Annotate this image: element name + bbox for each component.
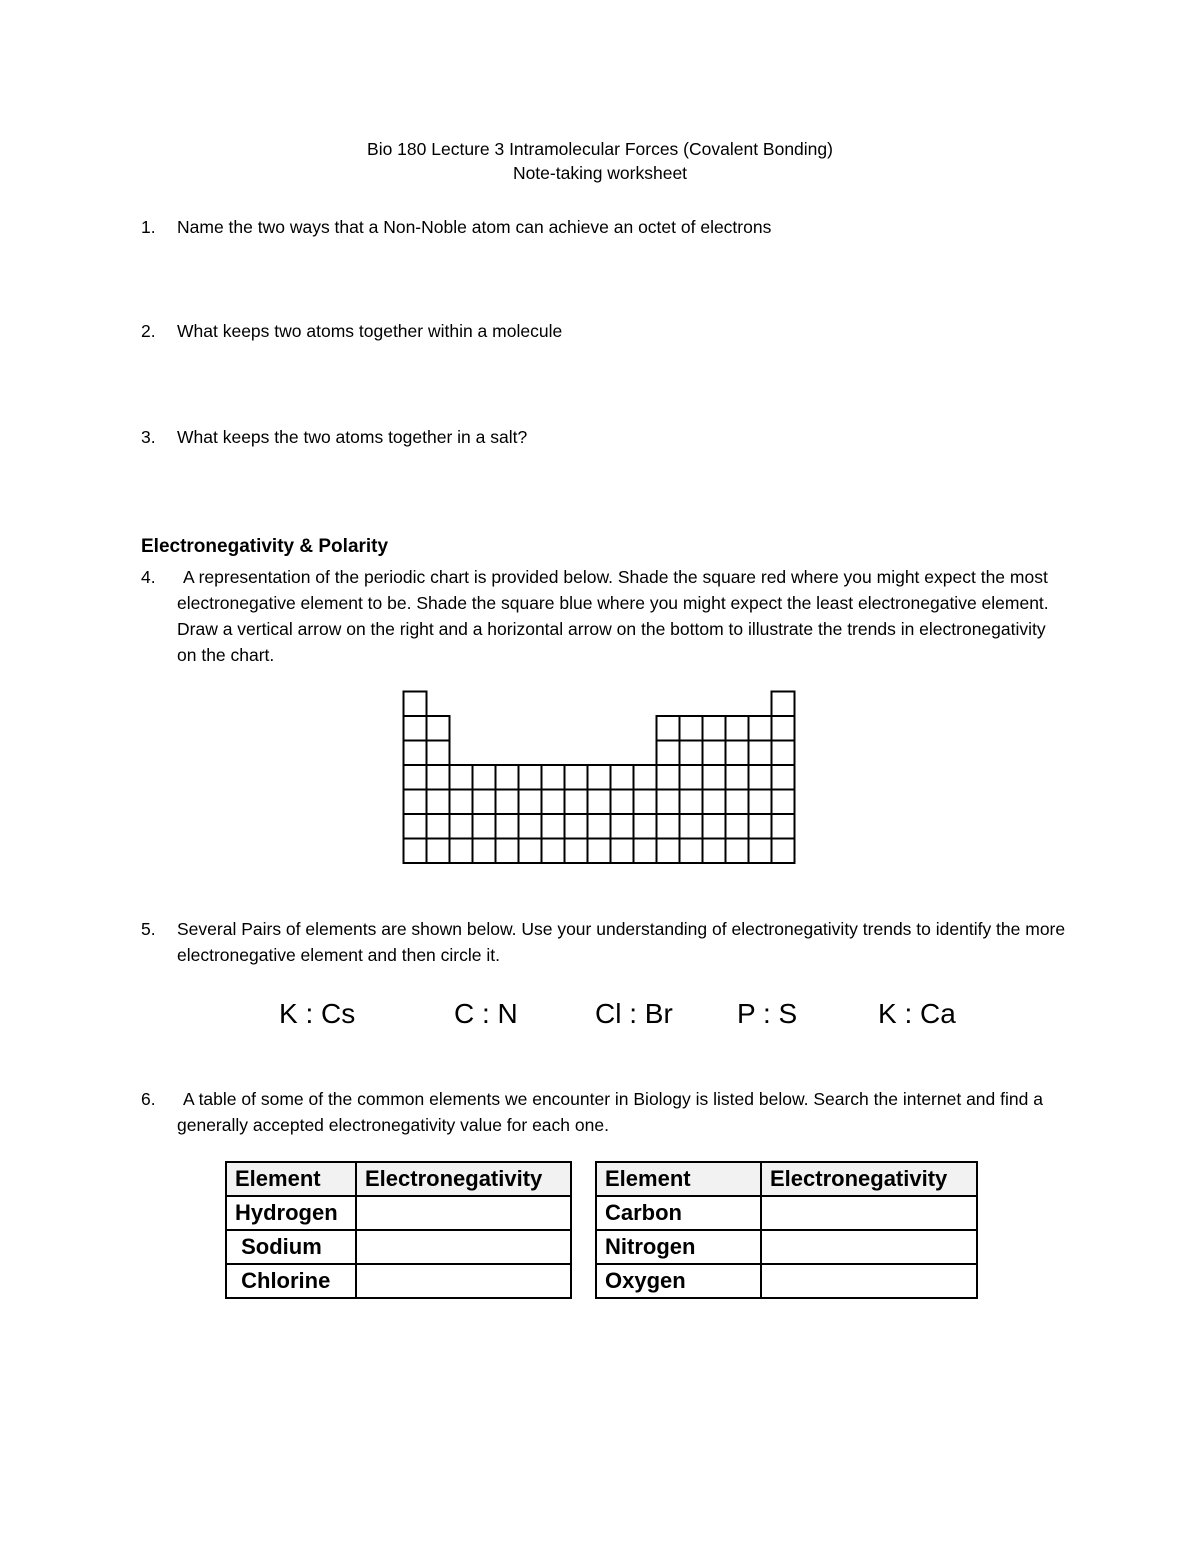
- worksheet-subtitle: Note-taking worksheet: [512, 163, 688, 183]
- periodic-cell[interactable]: [450, 790, 473, 815]
- electronegativity-value-cell[interactable]: [761, 1264, 977, 1298]
- periodic-cell[interactable]: [749, 716, 772, 741]
- element-pair-4[interactable]: P : S: [737, 998, 798, 1029]
- periodic-cell[interactable]: [726, 814, 749, 839]
- periodic-cell[interactable]: [519, 839, 542, 864]
- periodic-cell[interactable]: [496, 765, 519, 790]
- periodic-cell[interactable]: [680, 716, 703, 741]
- periodic-cell[interactable]: [657, 741, 680, 766]
- periodic-cell[interactable]: [749, 790, 772, 815]
- periodic-cell[interactable]: [749, 741, 772, 766]
- table-row: [226, 1196, 571, 1230]
- question-3-text: What keeps the two atoms together in a salt?: [177, 427, 528, 447]
- element-name-cell: Hydrogen: [226, 1196, 356, 1230]
- question-6-number: 6.: [141, 1089, 156, 1109]
- periodic-cell[interactable]: [772, 741, 795, 766]
- periodic-cell[interactable]: [657, 814, 680, 839]
- periodic-cell[interactable]: [680, 765, 703, 790]
- element-name-cell: Sodium: [226, 1230, 356, 1264]
- periodic-cell[interactable]: [726, 741, 749, 766]
- section-heading: Electronegativity & Polarity: [141, 536, 389, 557]
- periodic-cell[interactable]: [657, 716, 680, 741]
- periodic-cell[interactable]: [611, 765, 634, 790]
- periodic-cell[interactable]: [726, 839, 749, 864]
- periodic-cell[interactable]: [772, 839, 795, 864]
- question-5-number: 5.: [141, 919, 156, 939]
- periodic-cell[interactable]: [588, 814, 611, 839]
- periodic-cell[interactable]: [427, 839, 450, 864]
- question-5-text: Several Pairs of elements are shown below. Use your understanding of electronegativity trends to identify the more electronegative element and then circle it.: [177, 919, 1066, 965]
- periodic-cell[interactable]: [772, 716, 795, 741]
- electronegativity-value-cell[interactable]: [761, 1196, 977, 1230]
- periodic-table-chart[interactable]: [402, 690, 798, 866]
- element-name-cell: Carbon: [596, 1196, 761, 1230]
- periodic-cell[interactable]: [565, 839, 588, 864]
- electronegativity-table-left: [225, 1161, 572, 1299]
- electronegativity-value-cell[interactable]: [356, 1264, 571, 1298]
- question-4-number: 4.: [141, 567, 156, 587]
- periodic-cell[interactable]: [680, 814, 703, 839]
- periodic-cell[interactable]: [772, 765, 795, 790]
- periodic-cell[interactable]: [703, 839, 726, 864]
- periodic-cell[interactable]: [703, 716, 726, 741]
- periodic-cell[interactable]: [404, 716, 427, 741]
- periodic-cell[interactable]: [680, 839, 703, 864]
- periodic-cell[interactable]: [726, 716, 749, 741]
- periodic-cell[interactable]: [772, 814, 795, 839]
- periodic-cell[interactable]: [565, 765, 588, 790]
- periodic-cell[interactable]: [427, 741, 450, 766]
- periodic-cell[interactable]: [542, 814, 565, 839]
- periodic-cell[interactable]: [519, 765, 542, 790]
- periodic-cell[interactable]: [749, 839, 772, 864]
- periodic-cell[interactable]: [427, 790, 450, 815]
- periodic-cell[interactable]: [450, 814, 473, 839]
- periodic-cell[interactable]: [703, 814, 726, 839]
- periodic-cell[interactable]: [427, 814, 450, 839]
- element-name-cell: Nitrogen: [596, 1230, 761, 1264]
- periodic-cell[interactable]: [473, 765, 496, 790]
- table-row: [226, 1264, 571, 1298]
- periodic-cell[interactable]: [657, 839, 680, 864]
- element-pair-1[interactable]: K : Cs: [279, 998, 356, 1029]
- periodic-cell[interactable]: [404, 839, 427, 864]
- periodic-cell[interactable]: [726, 790, 749, 815]
- periodic-cell[interactable]: [588, 765, 611, 790]
- periodic-cell[interactable]: [473, 839, 496, 864]
- question-6-text: A table of some of the common elements we encounter in Biology is listed below. Search the internet and find a generally accepted electronegativity value for each one.: [177, 1089, 1043, 1135]
- electronegativity-table-right: [595, 1161, 978, 1299]
- periodic-cell[interactable]: [450, 839, 473, 864]
- question-2-number: 2.: [141, 321, 156, 341]
- periodic-cell[interactable]: [749, 814, 772, 839]
- periodic-cell[interactable]: [634, 765, 657, 790]
- electronegativity-value-cell[interactable]: [761, 1230, 977, 1264]
- table-header-row: [226, 1162, 571, 1196]
- electronegativity-value-cell[interactable]: [356, 1230, 571, 1264]
- periodic-cell[interactable]: [496, 814, 519, 839]
- periodic-cell[interactable]: [519, 814, 542, 839]
- element-pair-2[interactable]: C : N: [454, 998, 518, 1029]
- periodic-cell[interactable]: [772, 790, 795, 815]
- periodic-cell[interactable]: [473, 790, 496, 815]
- periodic-cell[interactable]: [588, 790, 611, 815]
- periodic-cell[interactable]: [657, 765, 680, 790]
- periodic-cell[interactable]: [404, 814, 427, 839]
- periodic-cell[interactable]: [703, 790, 726, 815]
- table-row: [596, 1264, 977, 1298]
- periodic-cell[interactable]: [496, 839, 519, 864]
- periodic-cell[interactable]: [634, 790, 657, 815]
- element-name-cell: Oxygen: [596, 1264, 761, 1298]
- periodic-cell[interactable]: [611, 814, 634, 839]
- periodic-cell[interactable]: [703, 741, 726, 766]
- column-header-element: Element: [596, 1162, 761, 1196]
- column-header-element: Element: [226, 1162, 356, 1196]
- periodic-cell[interactable]: [542, 839, 565, 864]
- periodic-cell[interactable]: [473, 814, 496, 839]
- table-header-row: [596, 1162, 977, 1196]
- worksheet-title: Bio 180 Lecture 3 Intramolecular Forces (Covalent Bonding): [367, 139, 833, 159]
- periodic-cell[interactable]: [427, 765, 450, 790]
- periodic-cell[interactable]: [749, 765, 772, 790]
- element-pair-3[interactable]: Cl : Br: [595, 998, 673, 1029]
- electronegativity-value-cell[interactable]: [356, 1196, 571, 1230]
- periodic-cell[interactable]: [703, 765, 726, 790]
- periodic-cell[interactable]: [657, 790, 680, 815]
- periodic-cell[interactable]: [726, 765, 749, 790]
- table-row: [226, 1230, 571, 1264]
- periodic-cell[interactable]: [496, 790, 519, 815]
- periodic-cell[interactable]: [519, 790, 542, 815]
- question-1-text: Name the two ways that a Non-Noble atom can achieve an octet of electrons: [177, 217, 772, 237]
- periodic-cell[interactable]: [634, 814, 657, 839]
- periodic-cell[interactable]: [450, 765, 473, 790]
- periodic-cell[interactable]: [404, 790, 427, 815]
- question-2-text: What keeps two atoms together within a molecule: [177, 321, 563, 341]
- question-1-number: 1.: [141, 217, 156, 237]
- periodic-cell[interactable]: [404, 692, 427, 717]
- table-row: [596, 1230, 977, 1264]
- element-name-cell: Chlorine: [226, 1264, 356, 1298]
- column-header-electronegativity: Electronegativity: [761, 1162, 977, 1196]
- periodic-cell[interactable]: [542, 790, 565, 815]
- periodic-cell[interactable]: [565, 790, 588, 815]
- periodic-cell[interactable]: [680, 741, 703, 766]
- periodic-cell[interactable]: [404, 741, 427, 766]
- element-pair-5[interactable]: K : Ca: [878, 998, 956, 1029]
- column-header-electronegativity: Electronegativity: [356, 1162, 571, 1196]
- periodic-cell[interactable]: [611, 839, 634, 864]
- periodic-cell[interactable]: [772, 692, 795, 717]
- table-row: [596, 1196, 977, 1230]
- periodic-cell[interactable]: [611, 790, 634, 815]
- periodic-cell[interactable]: [565, 814, 588, 839]
- question-3-number: 3.: [141, 427, 156, 447]
- periodic-cell[interactable]: [680, 790, 703, 815]
- periodic-cell[interactable]: [404, 765, 427, 790]
- periodic-cell[interactable]: [588, 839, 611, 864]
- periodic-cell[interactable]: [427, 716, 450, 741]
- question-4-text: A representation of the periodic chart is provided below. Shade the square red where you might expect the most electronegative element to be. Shade the square blue where you might expect the least electronegative element. Draw a vertical arrow on the right and a horizontal arrow on the bottom to illustrate the trends in electronegativity on the chart.: [177, 567, 1049, 665]
- periodic-cell[interactable]: [634, 839, 657, 864]
- periodic-cell[interactable]: [542, 765, 565, 790]
